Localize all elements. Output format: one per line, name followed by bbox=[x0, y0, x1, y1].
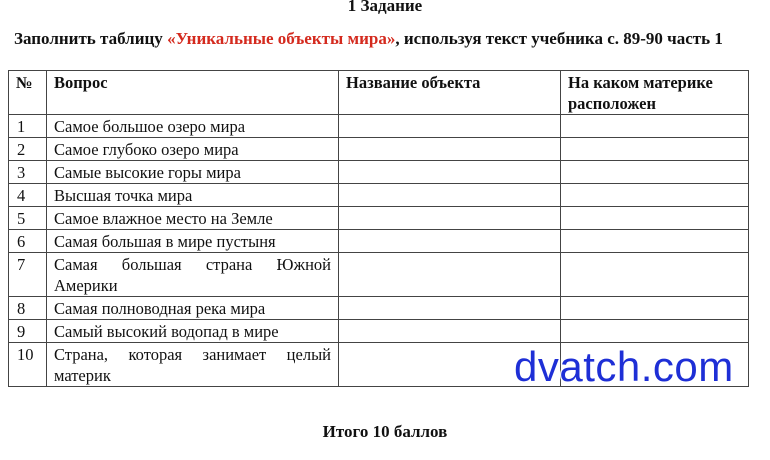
row-number: 2 bbox=[9, 138, 47, 161]
row-question: Самая большая в мире пустыня bbox=[47, 230, 339, 253]
object-name-cell[interactable] bbox=[339, 115, 561, 138]
object-name-cell[interactable] bbox=[339, 297, 561, 320]
row-number: 3 bbox=[9, 161, 47, 184]
row-number: 1 bbox=[9, 115, 47, 138]
object-name-cell[interactable] bbox=[339, 184, 561, 207]
continent-cell[interactable] bbox=[561, 297, 749, 320]
row-number: 8 bbox=[9, 297, 47, 320]
row-number: 6 bbox=[9, 230, 47, 253]
table-row bbox=[9, 207, 749, 230]
table-row bbox=[9, 320, 749, 343]
header-continent: На каком материке расположен bbox=[561, 71, 749, 115]
continent-cell[interactable] bbox=[561, 230, 749, 253]
continent-cell[interactable] bbox=[561, 138, 749, 161]
object-name-cell[interactable] bbox=[339, 253, 561, 297]
unique-objects-table bbox=[8, 70, 749, 387]
continent-cell[interactable] bbox=[561, 253, 749, 297]
object-name-cell[interactable] bbox=[339, 320, 561, 343]
row-number: 7 bbox=[9, 253, 47, 297]
row-number: 9 bbox=[9, 320, 47, 343]
object-name-cell[interactable] bbox=[339, 138, 561, 161]
continent-cell[interactable] bbox=[561, 115, 749, 138]
table-row bbox=[9, 253, 749, 297]
header-question: Вопрос bbox=[47, 71, 339, 115]
row-question: Самое влажное место на Земле bbox=[47, 207, 339, 230]
table-row bbox=[9, 230, 749, 253]
row-question: Самая полноводная река мира bbox=[47, 297, 339, 320]
header-object-name: Название объекта bbox=[339, 71, 561, 115]
continent-cell[interactable] bbox=[561, 161, 749, 184]
row-question: Самый высокий водопад в мире bbox=[47, 320, 339, 343]
row-question: Самое большое озеро мира bbox=[47, 115, 339, 138]
total-score: Итого 10 баллов bbox=[322, 422, 448, 441]
continent-cell[interactable] bbox=[561, 207, 749, 230]
row-number: 5 bbox=[9, 207, 47, 230]
row-question: Самая большая страна Южной Америки bbox=[47, 253, 339, 297]
instruction-text bbox=[14, 30, 759, 48]
continent-cell[interactable] bbox=[561, 320, 749, 343]
row-question: Страна, которая занимает целый материк bbox=[47, 343, 339, 387]
watermark: dvatch.com bbox=[514, 343, 734, 390]
table-row bbox=[9, 297, 749, 320]
object-name-cell[interactable] bbox=[339, 230, 561, 253]
row-number: 10 bbox=[9, 343, 47, 387]
row-question: Самые высокие горы мира bbox=[47, 161, 339, 184]
table-header-row bbox=[9, 71, 749, 115]
continent-cell[interactable] bbox=[561, 184, 749, 207]
row-number: 4 bbox=[9, 184, 47, 207]
table-name-highlight: «Уникальные объекты мира» bbox=[167, 29, 396, 48]
object-name-cell[interactable] bbox=[339, 161, 561, 184]
table-row bbox=[9, 115, 749, 138]
instruction-prefix: Заполнить таблицу bbox=[14, 29, 168, 48]
task-title: 1 Задание bbox=[347, 0, 423, 15]
table-row bbox=[9, 184, 749, 207]
table-row bbox=[9, 138, 749, 161]
table-row bbox=[9, 161, 749, 184]
row-question: Высшая точка мира bbox=[47, 184, 339, 207]
header-number: № bbox=[9, 71, 47, 115]
instruction-suffix: , используя текст учебника с. 89-90 часть 1 bbox=[395, 29, 723, 48]
row-question: Самое глубоко озеро мира bbox=[47, 138, 339, 161]
object-name-cell[interactable] bbox=[339, 207, 561, 230]
